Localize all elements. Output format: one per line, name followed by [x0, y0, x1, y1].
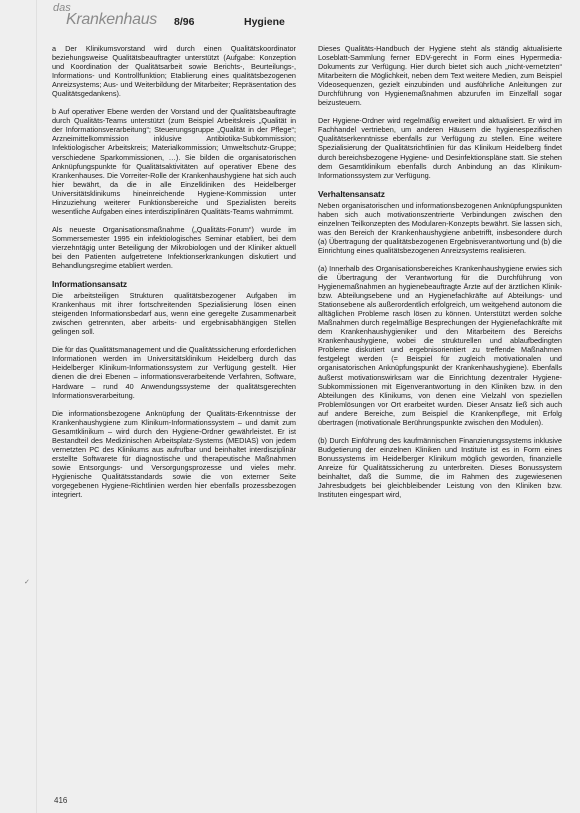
paragraph: Die informationsbezogene Anknüpfung der Qualitäts-Erkenntnisse der Krankenhaushygiene zum Klinikum-Informationssystem – und damit zum Gesamtklinikum – wird durch den Hygiene-Ordner gewährleistet. Er ist Bestandteil des Medizinischen Arbeitsplatz-Systems (MEDIAS) von jedem vernetzten PC des Klinikums aus aufrufbar und beinhaltet interdisziplinär erstellte Softwarete für diagnostische und therapeutische Maßnahmen sowie Entsorgungs- und Versorgungsprozesse und vieles mehr. Hygienische Qualitätsstandards sowie die von externer Seite vorgegebenen Hygiene-Richtlinien werden hier ebenfalls prozessbezogen integriert. [52, 408, 296, 500]
section-heading: Informationsansatz [52, 279, 127, 290]
page-header [48, 2, 548, 36]
paragraph: Als neueste Organisationsmaßnahme („Qualitäts-Forum“) wurde im Sommersemester 1995 ein infektiologisches Seminar etabliert, bei dem vierzehntägig unter Beteiligung der Mikrobiologen und der Kliniker aktuell bei den Patienten aufgetretene Infektionserkrankungen diskutiert und Behandlungsregime etabliert werden. [52, 224, 296, 271]
margin-mark: ✓ [24, 579, 30, 586]
paragraph: a Der Klinikumsvorstand wird durch einen Qualitätskoordinator beziehungsweise Qualitätsbeauftragter unterstützt (Aufgabe: Konzeption und Koordination der Qualitätsarbeit sowie Berichts-, Beurteilungs-, Informations- und Kontrollfunktion; Etablierung eines qualitätsbezogenen Anreizsystems; Aus- und Weiterbildung der Mitarbeiter; Repräsentation des Qualitätsgedankens). [52, 44, 296, 99]
paragraph: b Auf operativer Ebene werden der Vorstand und der Qualitätsbeauftragte durch Qualitäts-Teams unterstützt (zum Beispiel Arbeitskreis „Qualität in der Informationsverarbeitung“; Steuerungsgruppe „Qualität in der Pflege“; Arzneimittelkommission inklusive Antibiotika-Subkommission; Infektiologischer Arbeitskreis; Materialkommission; Umweltschutz-Gruppe; verschiedene Sparkommissionen, …). Sie bilden die organisatorischen Anknüpfungspunkte für Qualitätsaktivitäten auf operativer Ebene des Krankenhauses. Die Vorreiter-Rolle der Krankenhaushygiene hat sich auch hier bewährt, da die in alle Einzelkliniken des Heidelberger Universitätsklinikums hineinreichende Hygiene-Kommission unter Hinzuziehung weiterer Funktionsbereiche und Spezialisten bereits wesentliche Aufgaben eines interdisziplinären Qualitäts-Teams wahrnimmt. [52, 107, 296, 216]
paragraph: Die für das Qualitätsmanagement und die Qualitätssicherung erforderlichen Informationen werden im Universitätsklinikum Heidelberg durch das Heidelberger Klinikum-Informationssystem zur Verfügung gestellt. Hier dienen die drei Ebenen – informationsverarbeitende Verfahren, Software, Hardware – rund 40 Anwendungssysteme der qualitätsgerechten Informationsverarbeitung. [52, 345, 296, 400]
page-shadow-line [36, 0, 37, 813]
logo-small-text: das [53, 2, 71, 14]
paragraph: Die arbeitsteiligen Strukturen qualitätsbezogener Aufgaben im Krankenhaus mit ihrer fortschreitenden Spezialisierung lösen einen steigenden Informationsbedarf aus, wenn eine geregelte Zusammenarbeit zwischen getrennten, aber arbeits- und ergebnisabhängigen Stellen gelingen soll. [52, 291, 296, 337]
section-title: Hygiene [244, 16, 285, 28]
logo-big-text: Krankenhaus [66, 11, 157, 28]
issue-number: 8/96 [174, 16, 195, 28]
right-column [318, 44, 562, 508]
paragraph: (a) Innerhalb des Organisationsbereiches Krankenhaushygiene erwies sich die Übertragung der Verantwortung für die Durchführung von Hygienemaßnahmen an hygienebeauftragte Ärzte auf der ärztlichen Klinik- bzw. Abteilungsebene und an Hygienefachkräfte auf Abteilungs- und Stationsebene als außerordentlich erfolgreich, um weitgehend autonom die alltäglichen Probleme rasch lösen zu können. Unterstützt werden solche Maßnahmen durch regelmäßige Besprechungen der Hygienefachkräfte mit dem Krankenhaushygieniker und den Mitarbeitern des Bereichs Krankenhaushygiene, wobei die strukturellen und ablaufbedingten Probleme diskutiert und ergebnisorientiert zu treffende Maßnahmen festgelegt werden (= Beispiel für zugleich motivationalen und organisatorischen Anknüpfungspunkt der Krankenhaushygiene). Ebenfalls äußerst motivationswirksam war die Einrichtung dezentraler Hygiene-Subkommissionen mit Eigenverantwortung in den Kliniken bzw. in den Abteilungen des Klinikums, von denen eine Vielzahl von speziellen Problemlösungen vor Ort erarbeitet wurden. Dieser Ansatz ließ sich auch auf andere Bereiche, zum Beispiel die Krankenpflege, mit Erfolg übertragen (motivationale Berührungspunkte zwischen den Modulen). [318, 263, 562, 427]
page-number: 416 [54, 796, 68, 805]
paragraph: Dieses Qualitäts-Handbuch der Hygiene steht als ständig aktualisierte Loseblatt-Sammlung ferner EDV-gerecht in Form eines Hypermedia-Dokuments zur Verfügung. Hier durch bietet sich auch „nicht-vernetzten“ Mitarbeitern die Möglichkeit, neben dem Text weitere Medien, zum Beispiel Videosequenzen, gezielt einzubinden und ausführliche Anleitungen zur Durchführung von Hygienemaßnahmen abzurufen im Einzelfall sogar beizusteuern. [318, 44, 562, 108]
journal-logo [52, 2, 170, 36]
section-heading: Verhaltensansatz [318, 188, 385, 199]
paragraph: Neben organisatorischen und informationsbezogenen Anknüpfungspunkten haben sich auch motivationszentrierte Verbindungen zwischen den einzelnen Teilkonzepten des Modularen-Konzepts bewährt. Sie lassen sich, was den Bereich der Krankenhaushygiene anbetrifft, insbesondere durch (a) Übertragung der qualitätsbezogenen Ergebnisverantwortung und (b) die Einrichtung eines qualitätsbezogenen Anreizsystems realisieren. [318, 200, 562, 255]
left-column [52, 44, 296, 508]
paragraph: Der Hygiene-Ordner wird regelmäßig erweitert und aktualisiert. Er wird im Fachhandel vertrieben, um anderen Häusern die hygienespezifischen Qualitätserkenntnisse ebenfalls zur Verfügung zu stellen. Eine weitere Spezialisierung der Qualitätsrichtlinien für das Klinikum Heidelberg findet durch bereichsbezogene Hygiene- und Desinfektionspläne statt. Sie stehen dem Gesamtklinikum ebenfalls durch Anbindung an das Klinikum-Informationssystem zur Verfügung. [318, 116, 562, 180]
paragraph: (b) Durch Einführung des kaufmännischen Finanzierungssystems inklusive Budgetierung der einzelnen Kliniken und Institute ist es in Form eines Bonussystems im Heidelberger Klinikum möglich geworden, finanzielle Anreize für Qualitätssicherung zu unterbreiten. Dieses Bonussystem beinhaltet, daß die Summe, die im Rahmen des zugewiesenen Jahresbudgets bei gleichbleibender Leistung von den Kliniken bzw. Instituten eingespart wird, [318, 435, 562, 500]
